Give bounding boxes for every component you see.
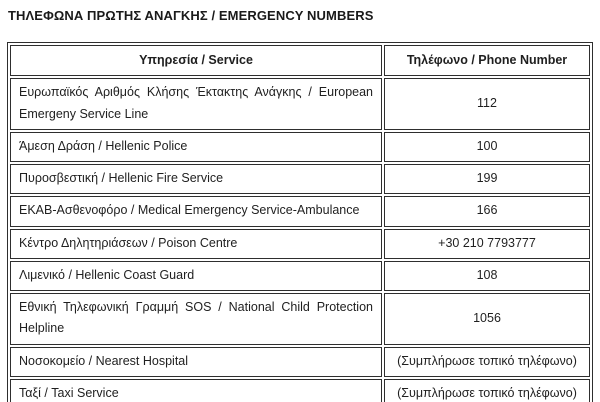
phone-cell: 108 (384, 261, 590, 291)
page-title: ΤΗΛΕΦΩΝΑ ΠΡΩΤΗΣ ΑΝΑΓΚΗΣ / EMERGENCY NUMBERS (8, 8, 374, 23)
service-cell: Εθνική Τηλεφωνική Γραμμή SOS / National Child Protection Helpline (10, 293, 382, 345)
table-row (10, 293, 590, 345)
service-cell: Λιμενικό / Hellenic Coast Guard (10, 261, 382, 291)
emergency-numbers-table (7, 42, 593, 402)
phone-cell: 112 (384, 78, 590, 130)
table-header-row (10, 45, 590, 76)
phone-cell: (Συμπλήρωσε τοπικό τηλέφωνο) (384, 347, 590, 377)
service-cell: Ταξί / Taxi Service (10, 379, 382, 402)
phone-cell: 166 (384, 196, 590, 226)
service-cell: Κέντρο Δηλητηριάσεων / Poison Centre (10, 229, 382, 259)
table-row (10, 229, 590, 259)
phone-cell: 199 (384, 164, 590, 194)
service-cell: Πυροσβεστική / Hellenic Fire Service (10, 164, 382, 194)
service-column-header: Υπηρεσία / Service (10, 45, 382, 76)
table-row (10, 196, 590, 226)
table-row (10, 379, 590, 402)
phone-column-header: Τηλέφωνο / Phone Number (384, 45, 590, 76)
phone-cell: 1056 (384, 293, 590, 345)
service-cell: ΕΚΑΒ-Ασθενοφόρο / Medical Emergency Service-Ambulance (10, 196, 382, 226)
service-cell: Ευρωπαϊκός Αριθμός Κλήσης Έκτακτης Ανάγκης / European Emergeny Service Line (10, 78, 382, 130)
phone-cell: (Συμπλήρωσε τοπικό τηλέφωνο) (384, 379, 590, 402)
phone-cell: 100 (384, 132, 590, 162)
service-cell: Νοσοκομείο / Nearest Hospital (10, 347, 382, 377)
table-row (10, 78, 590, 130)
table-row (10, 132, 590, 162)
phone-cell: +30 210 7793777 (384, 229, 590, 259)
table-row (10, 164, 590, 194)
service-cell: Άμεση Δράση / Hellenic Police (10, 132, 382, 162)
table-row (10, 261, 590, 291)
table-row (10, 347, 590, 377)
